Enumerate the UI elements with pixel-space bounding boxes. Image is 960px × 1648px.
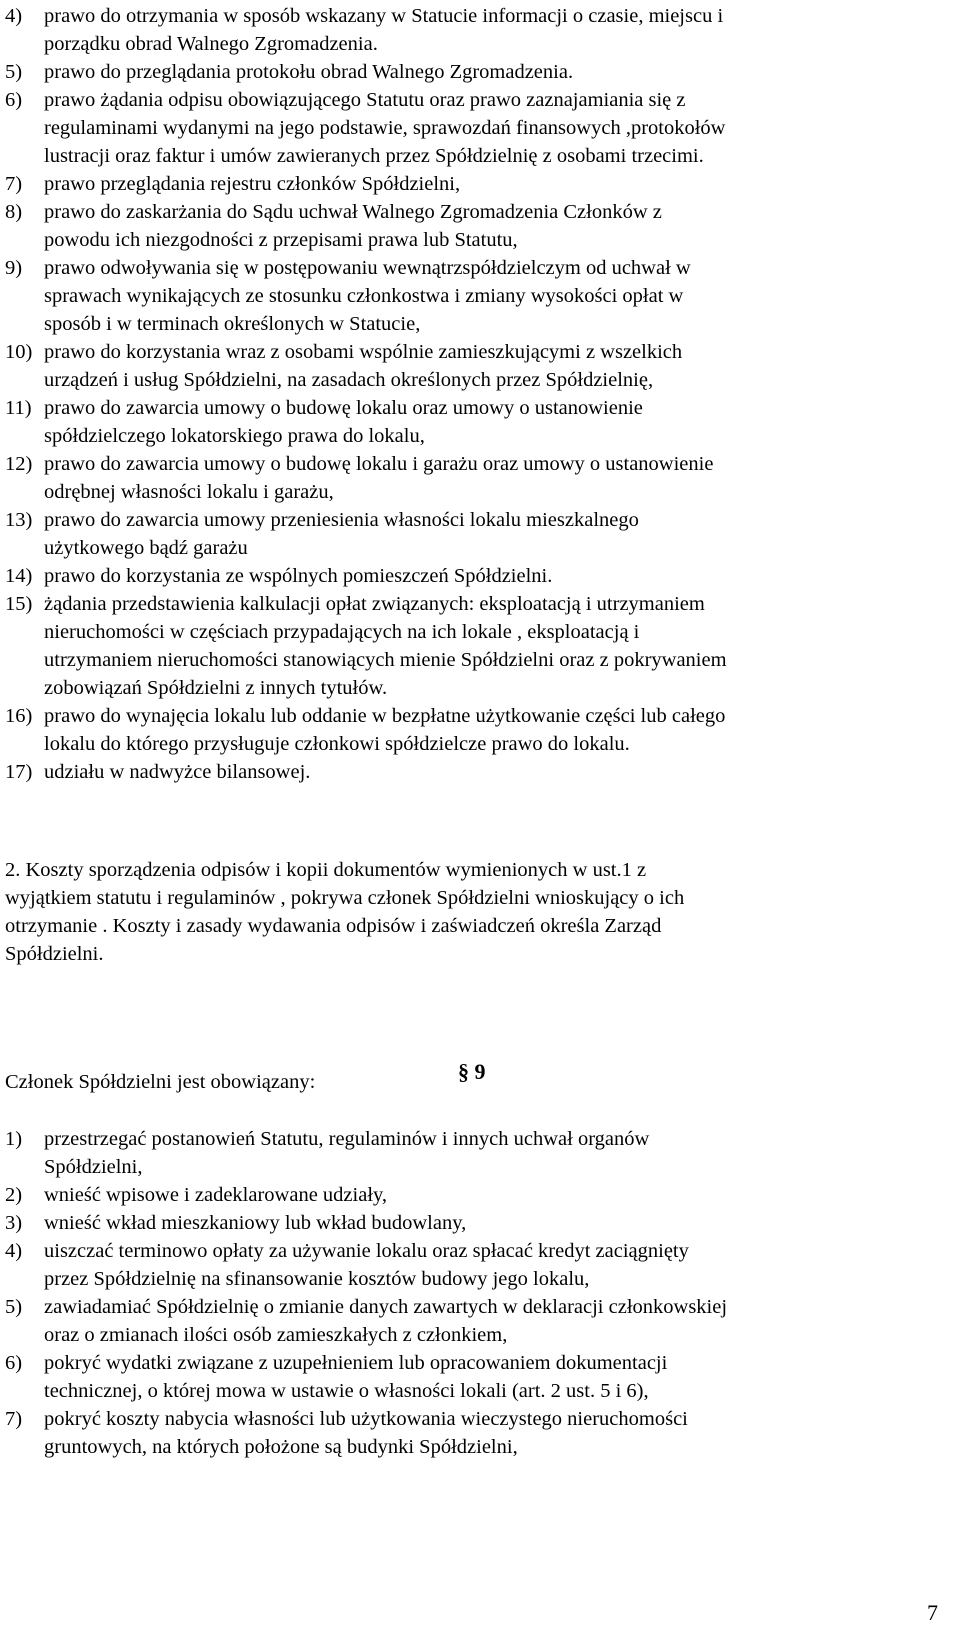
list-item — [5, 1405, 925, 1461]
text-line: lokalu do którego przysługuje członkowi spółdzielcze prawo do lokalu. — [44, 733, 630, 755]
rights-list — [5, 2, 925, 786]
list-item — [5, 338, 925, 394]
list-item — [5, 198, 925, 254]
text-line: utrzymaniem nieruchomości stanowiących mienie Spółdzielni oraz z pokrywaniem — [44, 649, 727, 671]
item-text — [44, 58, 925, 86]
text-line: zobowiązań Spółdzielni z innych tytułów. — [44, 677, 388, 699]
item-text — [44, 562, 925, 590]
text-line: przestrzegać postanowień Statutu, regulaminów i innych uchwał organów — [44, 1128, 650, 1150]
list-item — [5, 1181, 925, 1209]
text-line: technicznej, o której mowa w ustawie o własności lokali (art. 2 ust. 5 i 6), — [44, 1380, 649, 1402]
item-number: 4) — [5, 5, 23, 27]
text-line: wyjątkiem statutu i regulaminów , pokrywa członek Spółdzielni wnioskujący o ich — [5, 887, 685, 909]
item-text — [44, 758, 925, 786]
item-number: 2) — [5, 1184, 23, 1206]
item-text — [44, 1349, 925, 1405]
text-line: gruntowych, na których położone są budynki Spółdzielni, — [44, 1436, 518, 1458]
text-line: prawo przeglądania rejestru członków Spółdzielni, — [44, 173, 461, 195]
text-line: spółdzielczego lokatorskiego prawa do lokalu, — [44, 425, 425, 447]
text-line: prawo do przeglądania protokołu obrad Walnego Zgromadzenia. — [44, 61, 574, 83]
text-line: udziału w nadwyżce bilansowej. — [44, 761, 311, 783]
text-line: porządku obrad Walnego Zgromadzenia. — [44, 33, 378, 55]
text-line: Spółdzielni. — [5, 943, 104, 965]
item-text — [44, 338, 925, 394]
list-item — [5, 1293, 925, 1349]
text-line: regulaminami wydanymi na jego podstawie, sprawozdań finansowych ,protokołów — [44, 117, 726, 139]
text-line: prawo do zawarcia umowy przeniesienia własności lokalu mieszkalnego — [44, 509, 639, 531]
item-text — [44, 450, 925, 506]
item-text — [44, 1237, 925, 1293]
item-text — [44, 506, 925, 562]
item-text — [44, 1209, 925, 1237]
item-number: 7) — [5, 1408, 23, 1430]
item-number: 12) — [5, 453, 33, 475]
list-item — [5, 450, 925, 506]
item-text — [44, 86, 925, 170]
text-line: 2. Koszty sporządzenia odpisów i kopii dokumentów wymienionych w ust.1 z — [5, 859, 647, 881]
item-number: 9) — [5, 257, 23, 279]
page-number: 7 — [927, 1600, 938, 1625]
item-number: 15) — [5, 593, 33, 615]
item-text — [44, 1293, 925, 1349]
text-line: lustracji oraz faktur i umów zawieranych przez Spółdzielnię z osobami trzecimi. — [44, 145, 704, 167]
item-number: 3) — [5, 1212, 23, 1234]
text-line: sprawach wynikających ze stosunku członkostwa i zmiany wysokości opłat w — [44, 285, 684, 307]
item-number: 17) — [5, 761, 33, 783]
item-text — [44, 254, 925, 338]
list-item — [5, 394, 925, 450]
text-line: powodu ich niezgodności z przepisami prawa lub Statutu, — [44, 229, 518, 251]
item-number: 10) — [5, 341, 33, 363]
text-line: prawo żądania odpisu obowiązującego Statutu oraz prawo zaznajamiania się z — [44, 89, 686, 111]
section-heading: § 9 — [458, 1059, 486, 1084]
list-item — [5, 1237, 925, 1293]
list-item — [5, 86, 925, 170]
text-line: wnieść wkład mieszkaniowy lub wkład budowlany, — [44, 1212, 467, 1234]
list-item — [5, 702, 925, 758]
text-line: wnieść wpisowe i zadeklarowane udziały, — [44, 1184, 388, 1206]
text-line: przez Spółdzielnię na sfinansowanie kosztów budowy jego lokalu, — [44, 1268, 590, 1290]
list-item — [5, 1125, 925, 1181]
text-line: prawo do zawarcia umowy o budowę lokalu i garażu oraz umowy o ustanowienie — [44, 453, 714, 475]
item-number: 14) — [5, 565, 33, 587]
item-number: 5) — [5, 1296, 23, 1318]
text-line: prawo odwoływania się w postępowaniu wewnątrzspółdzielczym od uchwał w — [44, 257, 691, 279]
item-number: 4) — [5, 1240, 23, 1262]
item-number: 6) — [5, 89, 23, 111]
list-item — [5, 506, 925, 562]
list-item — [5, 58, 925, 86]
item-number: 6) — [5, 1352, 23, 1374]
item-text — [44, 1181, 925, 1209]
text-line: sposób i w terminach określonych w Statucie, — [44, 313, 421, 335]
item-text — [44, 2, 925, 58]
item-text — [44, 702, 925, 758]
item-number: 1) — [5, 1128, 23, 1150]
item-number: 8) — [5, 201, 23, 223]
text-line: prawo do zaskarżania do Sądu uchwał Walnego Zgromadzenia Członków z — [44, 201, 662, 223]
text-line: prawo do korzystania ze wspólnych pomieszczeń Spółdzielni. — [44, 565, 553, 587]
item-text — [44, 198, 925, 254]
item-text — [44, 394, 925, 450]
text-line: żądania przedstawienia kalkulacji opłat związanych: eksploatacją i utrzymaniem — [44, 593, 705, 615]
text-line: oraz o zmianach ilości osób zamieszkałych z członkiem, — [44, 1324, 508, 1346]
text-line: prawo do otrzymania w sposób wskazany w Statucie informacji o czasie, miejscu i — [44, 5, 724, 27]
item-number: 11) — [5, 397, 32, 419]
text-line: Spółdzielni, — [44, 1156, 143, 1178]
text-line: otrzymanie . Koszty i zasady wydawania odpisów i zaświadczeń określa Zarząd — [5, 915, 662, 937]
text-line: odrębnej własności lokalu i garażu, — [44, 481, 334, 503]
text-line: uiszczać terminowo opłaty za używanie lokalu oraz spłacać kredyt zaciągnięty — [44, 1240, 689, 1262]
paragraph-2 — [5, 856, 925, 968]
list-item — [5, 2, 925, 58]
list-item — [5, 254, 925, 338]
item-text — [44, 1405, 925, 1461]
text-line: użytkowego bądź garażu — [44, 537, 248, 559]
item-number: 13) — [5, 509, 33, 531]
item-number: 7) — [5, 173, 23, 195]
obligations-list — [5, 1125, 925, 1461]
text-line: zawiadamiać Spółdzielnię o zmianie danych zawartych w deklaracji członkowskiej — [44, 1296, 728, 1318]
text-line: pokryć koszty nabycia własności lub użytkowania wieczystego nieruchomości — [44, 1408, 688, 1430]
text-line: pokryć wydatki związane z uzupełnieniem lub opracowaniem dokumentacji — [44, 1352, 668, 1374]
item-number: 5) — [5, 61, 23, 83]
text-line: urządzeń i usług Spółdzielni, na zasadach określonych przez Spółdzielnię, — [44, 369, 654, 391]
text-line: nieruchomości w częściach przypadających na ich lokale , eksploatacją i — [44, 621, 640, 643]
text-line: prawo do korzystania wraz z osobami wspólnie zamieszkującymi z wszelkich — [44, 341, 683, 363]
text-line: prawo do wynajęcia lokalu lub oddanie w bezpłatne użytkowanie części lub całego — [44, 705, 726, 727]
list-item — [5, 1209, 925, 1237]
obligations-intro: Członek Spółdzielni jest obowiązany: — [5, 1071, 316, 1093]
item-number: 16) — [5, 705, 33, 727]
item-text — [44, 1125, 925, 1181]
list-item — [5, 758, 925, 786]
text-line: prawo do zawarcia umowy o budowę lokalu oraz umowy o ustanowienie — [44, 397, 643, 419]
list-item — [5, 590, 925, 702]
item-text — [44, 170, 925, 198]
item-text — [44, 590, 925, 702]
list-item — [5, 562, 925, 590]
list-item — [5, 1349, 925, 1405]
list-item — [5, 170, 925, 198]
